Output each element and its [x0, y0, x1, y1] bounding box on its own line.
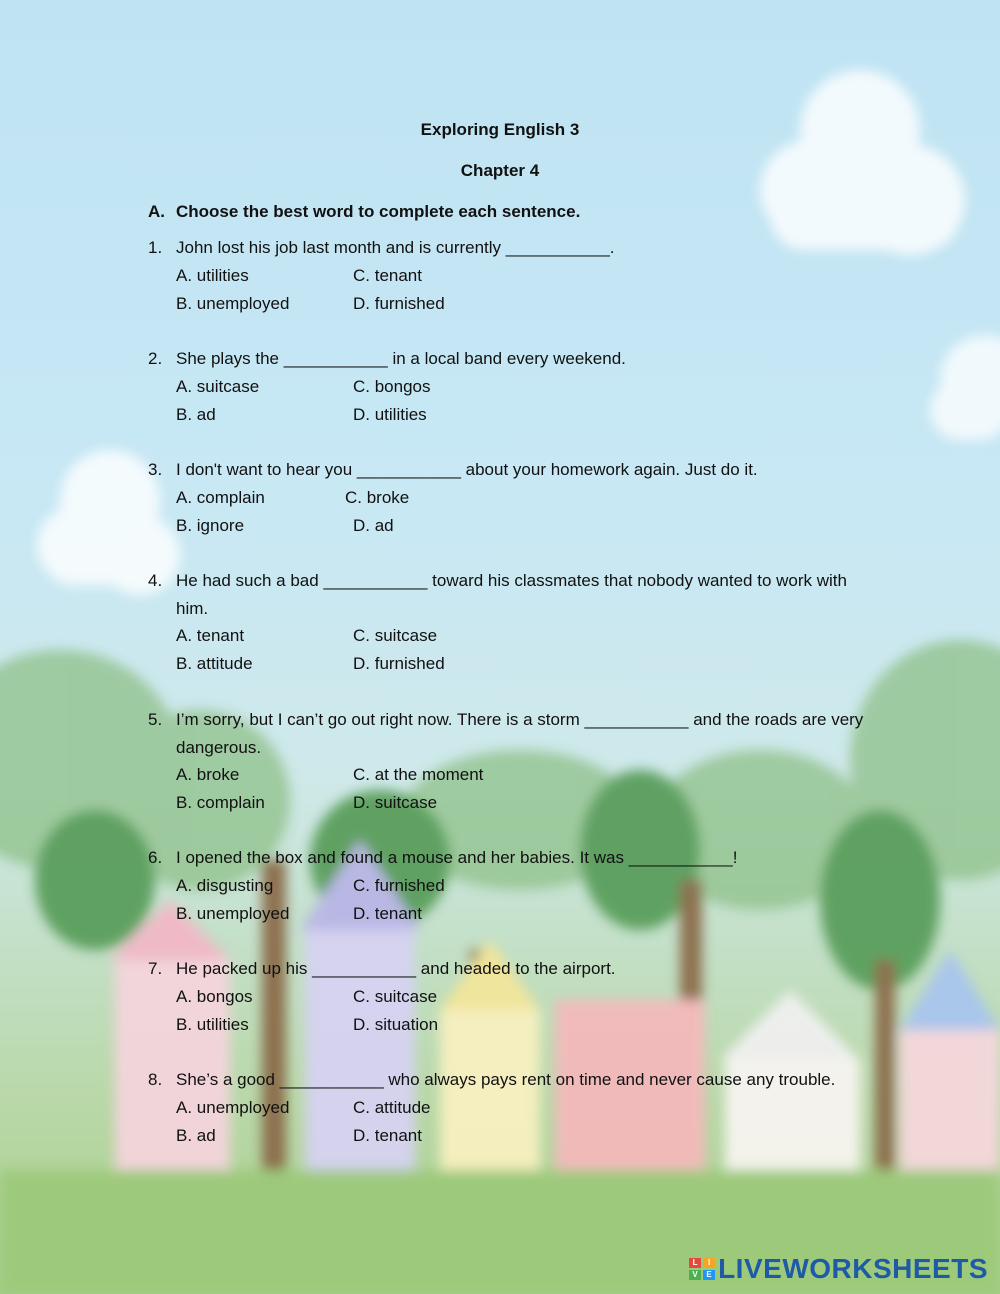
option-c[interactable]: C. broke — [345, 488, 410, 507]
question-text: John lost his job last month and is currently ___________. — [176, 238, 615, 257]
option-b[interactable]: B. ad — [176, 405, 216, 424]
question-text: I don't want to hear you ___________ about your homework again. Just do it. — [176, 460, 758, 479]
option-d[interactable]: D. utilities — [353, 405, 427, 424]
liveworksheets-logo[interactable] — [689, 1252, 988, 1286]
option-b[interactable]: B. ad — [176, 1126, 216, 1145]
section-heading — [148, 202, 580, 222]
question-number: 5. — [148, 710, 163, 729]
option-c[interactable]: C. furnished — [353, 876, 445, 895]
option-c[interactable]: C. bongos — [353, 377, 431, 396]
question-text: I’m sorry, but I can’t go out right now. There is a storm ___________ and the roads are very dangerous. — [176, 710, 864, 757]
option-a[interactable]: A. disgusting — [176, 876, 274, 895]
option-d[interactable]: D. tenant — [353, 904, 422, 923]
question-7 — [148, 955, 878, 983]
question-number: 2. — [148, 349, 163, 368]
option-c[interactable]: C. suitcase — [353, 987, 438, 1006]
question-5 — [148, 706, 878, 762]
option-a[interactable]: A. broke — [176, 765, 240, 784]
option-d[interactable]: D. situation — [353, 1015, 439, 1034]
option-b[interactable]: B. utilities — [176, 1015, 249, 1034]
question-text: She plays the ___________ in a local band every weekend. — [176, 349, 626, 368]
option-a[interactable]: A. bongos — [176, 987, 253, 1006]
option-d[interactable]: D. suitcase — [353, 793, 438, 812]
logo-text: LIVEWORKSHEETS — [718, 1253, 988, 1284]
option-a[interactable]: A. unemployed — [176, 1098, 290, 1117]
option-a[interactable]: A. suitcase — [176, 377, 260, 396]
question-number: 3. — [148, 460, 163, 479]
option-d[interactable]: D. ad — [353, 516, 394, 535]
question-number: 4. — [148, 571, 163, 590]
option-b[interactable]: B. unemployed — [176, 904, 290, 923]
section-label: A. — [148, 202, 165, 221]
option-a[interactable]: A. tenant — [176, 626, 245, 645]
option-a[interactable]: A. utilities — [176, 266, 249, 285]
option-c[interactable]: C. suitcase — [353, 626, 438, 645]
option-b[interactable]: B. unemployed — [176, 294, 290, 313]
section-instruction: Choose the best word to complete each sentence. — [176, 202, 581, 221]
option-c[interactable]: C. tenant — [353, 266, 422, 285]
question-number: 1. — [148, 238, 163, 257]
question-text: He packed up his ___________ and headed to the airport. — [176, 959, 616, 978]
option-c[interactable]: C. attitude — [353, 1098, 431, 1117]
question-number: 7. — [148, 959, 163, 978]
option-b[interactable]: B. ignore — [176, 516, 245, 535]
option-b[interactable]: B. attitude — [176, 654, 253, 673]
question-text: He had such a bad ___________ toward his classmates that nobody wanted to work with him. — [176, 571, 847, 618]
question-text: I opened the box and found a mouse and her babies. It was ___________! — [176, 848, 738, 867]
option-a[interactable]: A. complain — [176, 488, 265, 507]
option-d[interactable]: D. furnished — [353, 294, 445, 313]
question-3 — [148, 456, 878, 484]
question-number: 6. — [148, 848, 163, 867]
option-d[interactable]: D. furnished — [353, 654, 445, 673]
book-title: Exploring English 3 — [420, 120, 580, 139]
question-8 — [148, 1066, 908, 1094]
option-d[interactable]: D. tenant — [353, 1126, 422, 1145]
chapter-title: Chapter 4 — [460, 161, 540, 180]
option-c[interactable]: C. at the moment — [353, 765, 484, 784]
question-1 — [148, 234, 878, 262]
option-b[interactable]: B. complain — [176, 793, 265, 812]
question-6 — [148, 844, 878, 872]
question-4 — [148, 567, 878, 623]
logo-icon: L I V E — [689, 1258, 715, 1280]
question-text: She’s a good ___________ who always pays rent on time and never cause any trouble. — [176, 1070, 836, 1089]
question-2 — [148, 345, 878, 373]
question-number: 8. — [148, 1070, 163, 1089]
